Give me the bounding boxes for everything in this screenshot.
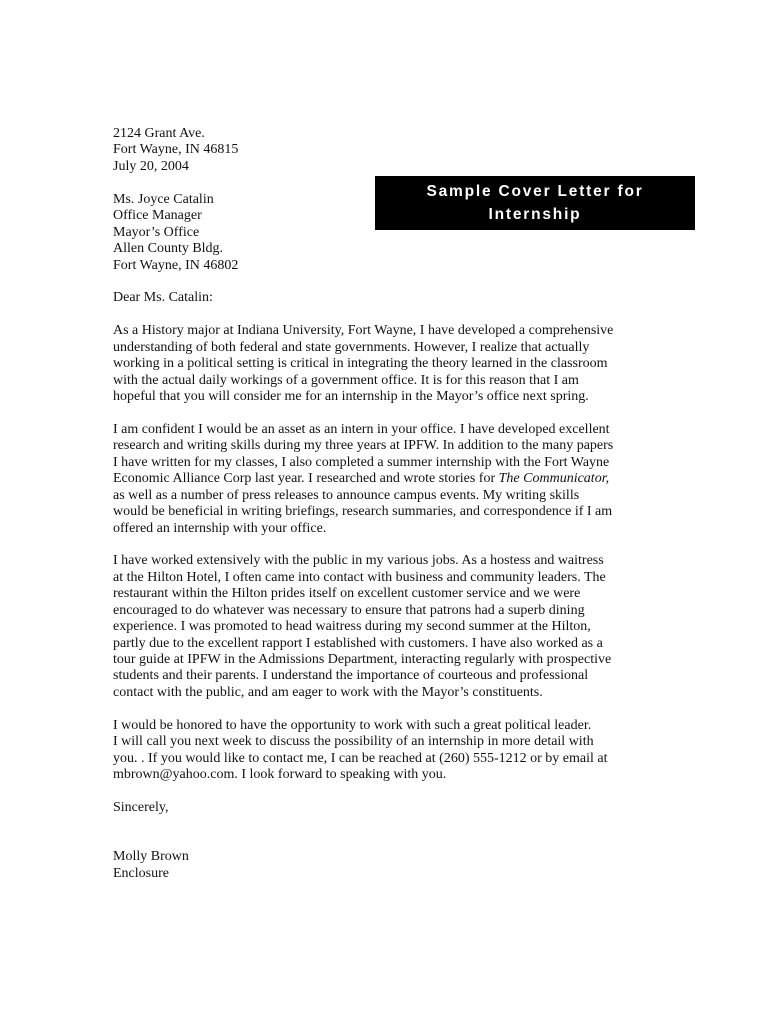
- text-line: partly due to the excellent rapport I established with customers. I have also worked as a: [113, 635, 603, 651]
- letter-body: [113, 126, 698, 882]
- text-line: I would be honored to have the opportunity to work with such a great political leader.: [113, 717, 592, 733]
- text-line: As a History major at Indiana University, Fort Wayne, I have developed a comprehensive: [113, 323, 614, 339]
- text-line: would be beneficial in writing briefings, research summaries, and correspondence if I am: [113, 504, 613, 520]
- text-line: experience. I was promoted to head waitress during my second summer at the Hilton,: [113, 619, 591, 635]
- text-line: Fort Wayne, IN 46815: [113, 142, 239, 158]
- paragraph-1: [113, 323, 698, 405]
- text-line: you. . If you would like to contact me, I can be reached at (260) 555-1212 or by email at: [113, 750, 608, 766]
- text-line: working in a political setting is critical in integrating the theory learned in the classroom: [113, 356, 608, 372]
- text-line: Enclosure: [113, 865, 169, 881]
- text-line: with the actual daily workings of a government office. It is for this reason that I am: [113, 372, 579, 388]
- text-line: tour guide at IPFW in the Admissions Department, interacting regularly with prospective: [113, 652, 612, 667]
- text-line: Economic Alliance Corp last year. I researched and wrote stories for The Communicator,: [113, 471, 610, 487]
- text-line: at the Hilton Hotel, I often came into contact with business and community leaders. The: [113, 569, 606, 585]
- recipient-address: [113, 192, 698, 274]
- paragraph-3: [113, 553, 698, 701]
- salutation-text: Dear Ms. Catalin:: [113, 290, 213, 306]
- signature-block: [113, 849, 698, 882]
- text-line: restaurant within the Hilton prides itself on excellent customer service and we were: [113, 586, 581, 602]
- salutation: [113, 290, 698, 306]
- text-line: Molly Brown: [113, 849, 189, 865]
- text-line: contact with the public, and am eager to work with the Mayor’s constituents.: [113, 684, 543, 700]
- text-line: offered an internship with your office.: [113, 520, 327, 536]
- text-line: Allen County Bldg.: [113, 241, 224, 257]
- text-line: hopeful that you will consider me for an internship in the Mayor’s office next spring.: [113, 389, 589, 404]
- text-line: mbrown@yahoo.com. I look forward to speaking with you.: [113, 767, 447, 783]
- paragraph-4: [113, 718, 698, 784]
- closing: [113, 800, 698, 816]
- sender-address: [113, 126, 698, 175]
- text-line: 2124 Grant Ave.: [113, 126, 205, 141]
- text-line: July 20, 2004: [113, 158, 189, 174]
- text-line: students and their parents. I understand the importance of courteous and professional: [113, 668, 589, 684]
- paragraph-2: [113, 422, 698, 537]
- text-line: as well as a number of press releases to announce campus events. My writing skills: [113, 487, 580, 503]
- banner-title-line1: Sample Cover Letter for: [426, 183, 644, 200]
- text-line: Mayor’s Office: [113, 224, 200, 240]
- text-line: encouraged to do whatever was necessary to ensure that patrons had a superb dining: [113, 602, 585, 618]
- text-line: I am confident I would be an asset as an intern in your office. I have developed excellent: [113, 421, 610, 437]
- banner-title-line2: Internship: [488, 206, 582, 223]
- text-line: Ms. Joyce Catalin: [113, 191, 214, 207]
- text-line: I will call you next week to discuss the possibility of an internship in more detail with: [113, 734, 594, 750]
- text-line: understanding of both federal and state governments. However, I realize that actually: [113, 339, 590, 355]
- text-line: Office Manager: [113, 208, 202, 224]
- text-line: Fort Wayne, IN 46802: [113, 257, 239, 273]
- closing-text: Sincerely,: [113, 799, 169, 815]
- text-line: research and writing skills during my three years at IPFW. In addition to the many papers: [113, 438, 614, 454]
- text-line: I have written for my classes, I also completed a summer internship with the Fort Wayne: [113, 454, 610, 470]
- text-line: I have worked extensively with the public in my various jobs. As a hostess and waitress: [113, 553, 604, 569]
